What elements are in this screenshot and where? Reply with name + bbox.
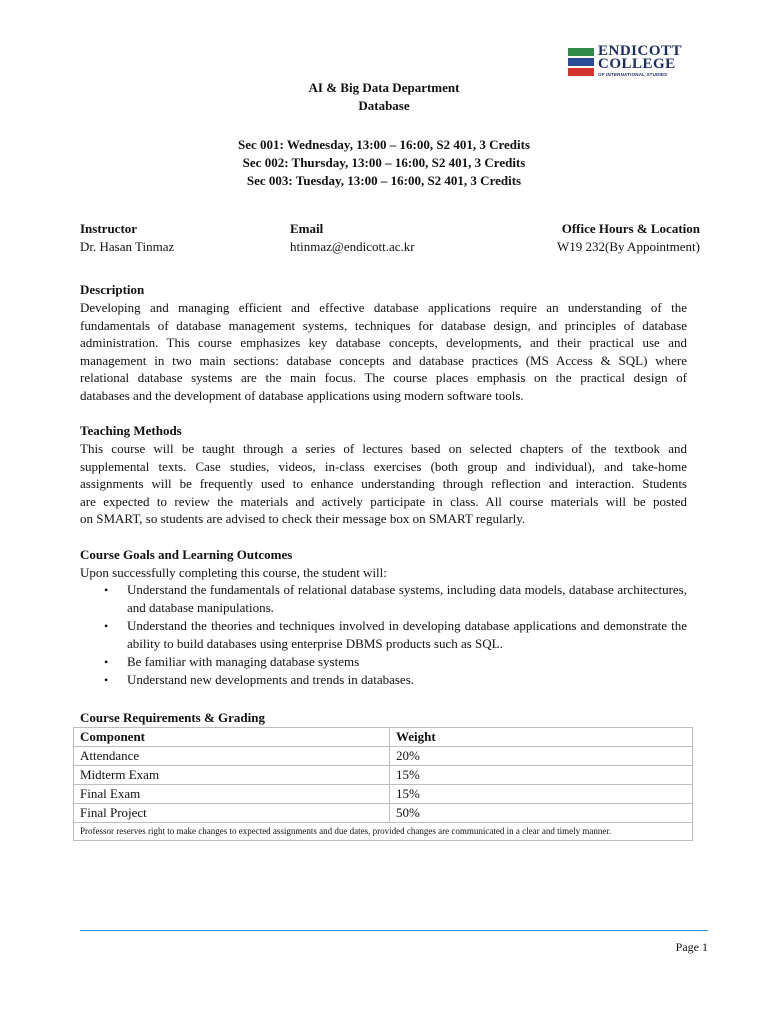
- goal-text: Be familiar with managing database systems: [127, 654, 360, 669]
- grading-note: Professor reserves right to make changes to expected assignments and due dates, provided changes are communicated in a clear and timely manner.: [74, 823, 693, 841]
- table-header-row: [74, 728, 693, 747]
- course-goals-heading: Course Goals and Learning Outcomes: [80, 547, 293, 562]
- weight-cell: 20%: [390, 747, 693, 766]
- office-hours-label: Office Hours & Location: [561, 221, 700, 236]
- paragraph-line: supplemental texts. Case studies, videos, in-class exercises (both group and individual), and take-home: [80, 458, 687, 474]
- paragraph-line: This course will be taught through a series of lectures based on selected chapters of the textbook and: [80, 441, 687, 456]
- component-cell: Final Project: [74, 804, 390, 823]
- paragraph-line: fundamentals of database management systems, techniques for database design, and principles of database: [80, 317, 687, 333]
- paragraph-line: relational database systems are the main focus. The course places emphasis on the practical design of: [80, 370, 687, 386]
- goal-text: Understand the fundamentals of relational database systems, including data models, database architectures, and database manipulations.: [127, 582, 687, 615]
- paragraph-line: management in two main sections: database concepts and database practices (MS Access & SQL) where: [80, 352, 687, 368]
- paragraph-line: assignments will be frequently used to enhance understanding through reflection and interaction. Students: [80, 476, 687, 492]
- paragraph-line: Developing and managing efficient and effective database applications require an understanding of the: [80, 300, 687, 315]
- goal-text: Understand the theories and techniques involved in developing database applications and demonstrate the ability to build databases using enterprise DBMS products such as SQL.: [127, 618, 687, 651]
- description-paragraph: [80, 299, 687, 405]
- component-cell: Midterm Exam: [74, 766, 390, 785]
- column-header-weight: Weight: [390, 728, 693, 747]
- office-hours-value: W19 232(By Appointment): [557, 239, 700, 254]
- logo-flag-icon: [568, 48, 594, 78]
- description-heading: Description: [80, 282, 145, 297]
- logo-text-line3: OF INTERNATIONAL STUDIES: [598, 72, 668, 77]
- instructor-name: Dr. Hasan Tinmaz: [80, 239, 175, 254]
- weight-cell: 15%: [390, 766, 693, 785]
- instructor-label: Instructor: [80, 221, 138, 236]
- list-item: [80, 581, 687, 617]
- list-item: [80, 671, 687, 689]
- email-label: Email: [290, 221, 324, 236]
- grading-table: [73, 727, 693, 841]
- teaching-methods-heading: Teaching Methods: [80, 423, 182, 438]
- component-cell: Attendance: [74, 747, 390, 766]
- instructor-email: htinmaz@endicott.ac.kr: [290, 239, 415, 254]
- table-row: [74, 766, 693, 785]
- bullet-icon: •: [104, 655, 109, 669]
- goal-text: Understand new developments and trends in databases.: [127, 672, 415, 687]
- section-line: Sec 002: Thursday, 13:00 – 16:00, S2 401, 3 Credits: [242, 155, 526, 170]
- list-item: [80, 617, 687, 653]
- paragraph-line: on SMART, so students are advised to check their message box on SMART regularly.: [80, 511, 526, 527]
- component-cell: Final Exam: [74, 785, 390, 804]
- grading-heading: Course Requirements & Grading: [80, 710, 266, 725]
- list-item: [80, 653, 687, 671]
- column-header-component: Component: [74, 728, 390, 747]
- weight-cell: 50%: [390, 804, 693, 823]
- footer-divider: [80, 930, 708, 931]
- section-line: Sec 001: Wednesday, 13:00 – 16:00, S2 401, 3 Credits: [237, 137, 531, 152]
- table-row: [74, 747, 693, 766]
- course-goals-list: [80, 581, 687, 689]
- college-logo: [568, 45, 688, 81]
- weight-cell: 15%: [390, 785, 693, 804]
- department-title: AI & Big Data Department: [308, 80, 460, 95]
- bullet-icon: •: [104, 619, 109, 633]
- logo-text-line1: ENDICOTT: [598, 43, 683, 59]
- paragraph-line: databases and the development of database applications using modern software tools.: [80, 387, 524, 403]
- logo-text-line2: COLLEGE: [598, 56, 676, 72]
- bullet-icon: •: [104, 673, 109, 687]
- paragraph-line: administration. This course emphasizes key database concepts, developments, and their practical use and: [80, 335, 687, 351]
- section-line: Sec 003: Tuesday, 13:00 – 16:00, S2 401, 3 Credits: [246, 173, 522, 188]
- table-note-row: [74, 823, 693, 841]
- bullet-icon: •: [104, 583, 109, 597]
- teaching-methods-paragraph: [80, 440, 687, 528]
- course-title: Database: [358, 98, 410, 113]
- page-number: Page 1: [675, 940, 708, 954]
- table-row: [74, 804, 693, 823]
- course-goals-intro: Upon successfully completing this course, the student will:: [80, 565, 387, 580]
- paragraph-line: are expected to review the materials and actively participate in class. All course materials will be posted: [80, 493, 687, 509]
- table-row: [74, 785, 693, 804]
